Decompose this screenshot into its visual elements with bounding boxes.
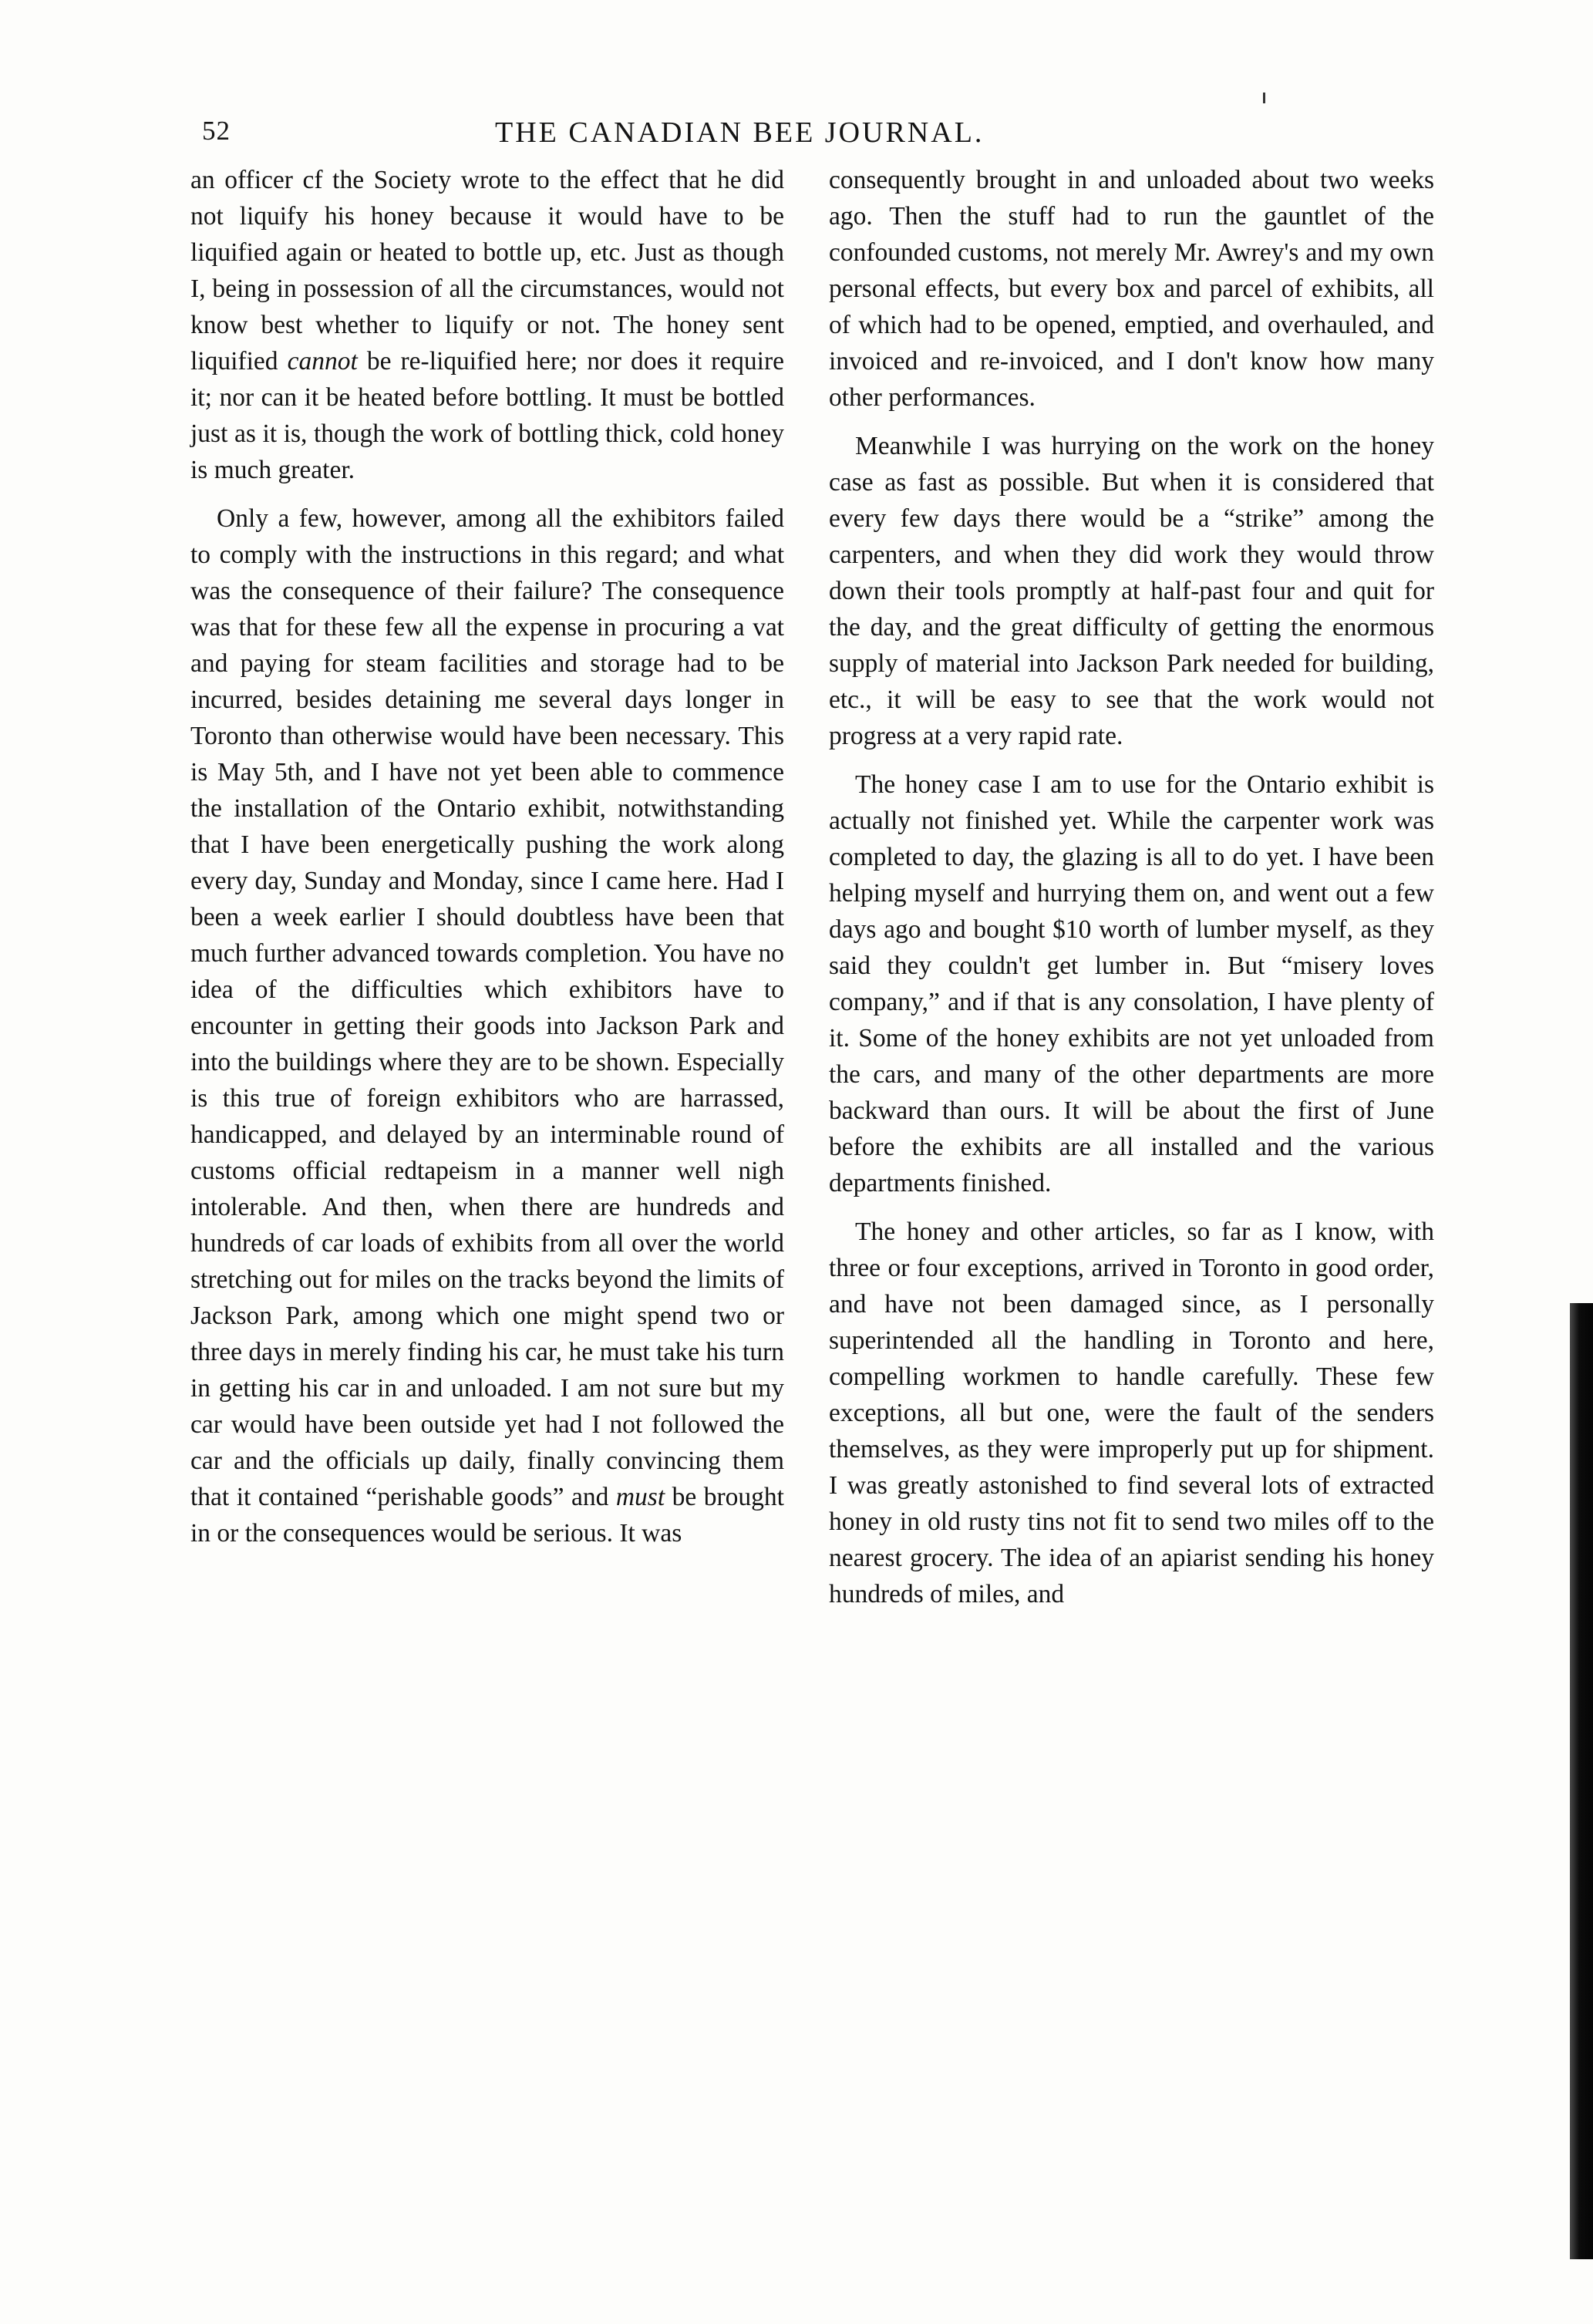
left-paragraph-2-text-b: be brought in or the consequences would be serious. It was [190, 1483, 784, 1548]
left-paragraph-1-text-b: be re-liquified here; nor does it require it; nor can it be heated before bottling. It must be bottled just as it is, though the work of bottling thick, cold honey is much greater. [190, 347, 784, 484]
right-column [829, 162, 1434, 1625]
right-paragraph-1: consequently brought in and unloaded about two weeks ago. Then the stuff had to run the gauntlet of the confounded customs, not merely Mr. Awrey's and my own personal effects, but every box and parcel of exhibits, all of which had to be opened, emptied, and overhauled, and invoiced and re-invoiced, and I don't know how many other performances. [829, 166, 1434, 412]
left-paragraph-2-emphasis: must [615, 1483, 665, 1511]
right-paragraph-4: The honey and other articles, so far as I know, with three or four exceptions, arrived in Toronto in good order, and have not been damaged since, as I personally superintended all the handling in Toronto and here, compelling workmen to handle carefully. These few exceptions, all but one, were the fault of the senders themselves, as they were improperly put up for shipment. I was greatly astonished to find several lots of extracted honey in old rusty tins not fit to send two miles off to the nearest grocery. The idea of an apiarist sending his honey hundreds of miles, and [829, 1218, 1434, 1608]
right-paragraph-2: Meanwhile I was hurrying on the work on the honey case as fast as possible. But when it is considered that every few days there would be a “strike” among the carpenters, and when they did work they would throw down their tools promptly at half-past four and quit for the day, and the great difficulty of getting the enormous supply of material into Jackson Park needed for building, etc., it will be easy to see that the work would not progress at a very rapid rate. [829, 432, 1434, 750]
scan-mark [1263, 93, 1265, 103]
left-paragraph-1 [190, 162, 784, 488]
scan-binding-edge [1570, 1303, 1593, 2259]
running-title: THE CANADIAN BEE JOURNAL. [495, 116, 985, 149]
page-header [202, 116, 1467, 154]
left-column [190, 162, 784, 1564]
page-number: 52 [202, 116, 231, 146]
right-paragraph-3: The honey case I am to use for the Ontario exhibit is actually not finished yet. While the carpenter work was completed to day, the glazing is all to do yet. I have been helping myself and hurrying them on, and went out a few days ago and bought $10 worth of lumber myself, as they said they couldn't get lumber in. But “misery loves company,” and if that is any consolation, I have plenty of it. Some of the honey exhibits are not yet unloaded from the cars, and many of the other departments are more backward than ours. It will be about the first of June before the exhibits are all installed and the various departments finished. [829, 770, 1434, 1197]
left-paragraph-1-text: an officer cf the Society wrote to the effect that he did not liquify his honey because it would have to be liquified again or heated to bottle up, etc. Just as though I, being in possession of all the circumstances, would not know best whether to liquify or not. The honey sent liquified [190, 166, 784, 376]
left-paragraph-1-emphasis: cannot [287, 347, 358, 376]
left-paragraph-2-text: Only a few, however, among all the exhibitors failed to comply with the instructions in this regard; and what was the consequence of their failure? The consequence was that for these few all the expense in procuring a vat and paying for steam facilities and storage had to be incurred, besides detaining me several days longer in Toronto than otherwise would have been necessary. This is May 5th, and I have not yet been able to commence the installation of the Ontario exhibit, notwithstanding that I have been energetically pushing the work along every day, Sunday and Monday, since I came here. Had I been a week earlier I should doubtless have been that much further advanced towards completion. You have no idea of the difficulties which exhibitors have to encounter in getting their goods into Jackson Park and into the buildings where they are to be shown. Especially is this true of foreign exhibitors who are harrassed, handicapped, and delayed by an interminable round of customs official redtapeism in a manner well nigh intolerable. And then, when there are hundreds and hundreds of car loads of exhibits from all over the world stretching out for miles on the tracks beyond the limits of Jackson Park, among which one might spend two or three days in merely finding his car, he must take his turn in getting his car in and unloaded. I am not sure but my car would have been outside yet had I not followed the car and the officials up daily, finally convincing them that it contained “perishable goods” and [190, 504, 784, 1511]
left-paragraph-2 [190, 500, 784, 1551]
